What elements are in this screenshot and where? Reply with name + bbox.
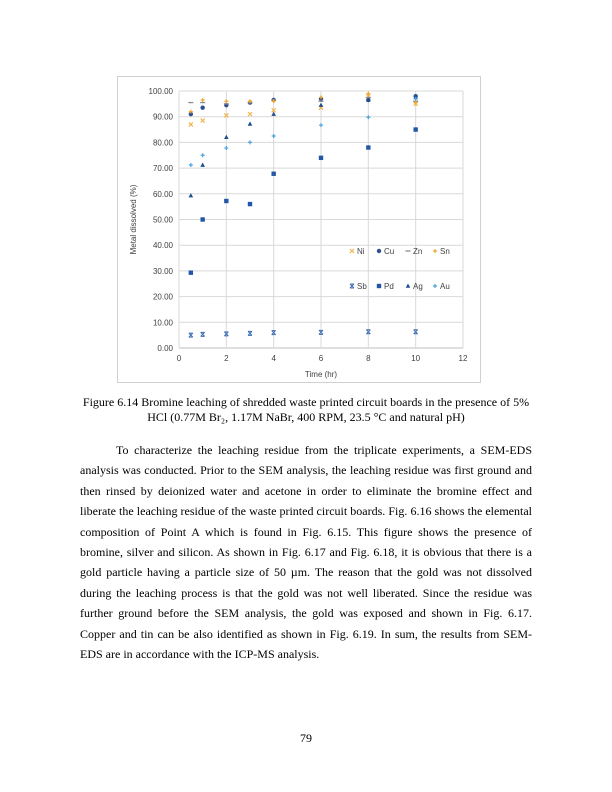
x-tick-label: 10: [411, 354, 421, 363]
data-point-pd: [271, 172, 275, 176]
y-tick-label: 0.00: [157, 344, 173, 353]
data-point-ag: [248, 121, 253, 125]
body-paragraph: To characterize the leaching residue from the triplicate experiments, a SEM-EDS analysis was conducted. Prior to the SEM analysis, the leaching residue was first ground and then rinsed by deionized water and acetone in order to eliminate the bromine effect and liberate the leaching residue of the waste printed circuit boards. Fig. 6.16 shows the elemental composition of Point A which is found in Fig. 6.15. This figure shows the presence of bromine, silver and silicon. As shown in Fig. 6.17 and Fig. 6.18, it is obvious that there is a gold particle having a particle size of 50 µm. The reason that the gold was not dissolved during the leaching process is that the gold was not well liberated. Since the residue was further ground before the SEM analysis, the gold was exposed and shown in Fig. 6.17. Copper and tin can be also identified as shown in Fig. 6.19. In sum, the results from SEM-EDS are in accordance with the ICP-MS analysis.: [80, 443, 532, 662]
data-point-sn: [201, 98, 205, 102]
data-point-ni: [201, 119, 205, 123]
data-point-sn: [224, 99, 228, 103]
legend-label-ni: Ni: [357, 247, 365, 256]
data-point-pd: [319, 156, 323, 160]
legend-marker-ni: [350, 249, 354, 253]
chart: [117, 76, 481, 383]
legend-label-sb: Sb: [357, 282, 367, 291]
data-point-au: [201, 153, 205, 157]
caption-line-1: Figure 6.14 Bromine leaching of shredded waste printed circuit boards in the presence of 5%: [82, 395, 530, 409]
data-point-pd: [189, 270, 193, 274]
data-point-au: [189, 163, 193, 167]
legend-label-au: Au: [440, 282, 450, 291]
data-point-pd: [248, 202, 252, 206]
data-point-sb: [189, 333, 193, 337]
y-tick-label: 90.00: [152, 112, 173, 122]
x-tick-label: 0: [176, 354, 182, 363]
y-tick-label: 10.00: [152, 318, 173, 328]
data-point-pd: [200, 217, 204, 221]
legend-marker-sn: [433, 249, 437, 253]
x-axis-title: Time (hr): [304, 370, 338, 379]
figure-caption: [40, 395, 572, 425]
legend-marker-au: [433, 284, 437, 288]
y-tick-label: 100.00: [148, 87, 173, 96]
data-point-au: [272, 134, 276, 138]
x-tick-label: 12: [458, 354, 468, 363]
data-point-sb: [248, 331, 252, 335]
data-point-pd: [413, 127, 417, 131]
x-tick-label: 4: [271, 354, 276, 363]
data-point-ni: [189, 122, 193, 126]
y-tick-label: 60.00: [152, 189, 173, 199]
x-tick-label: 6: [318, 354, 324, 363]
caption-line-2: HCl (0.77M Br₂, 1.17M NaBr, 400 RPM, 23.5 °C and natural pH): [147, 410, 465, 424]
y-tick-label: 70.00: [152, 164, 173, 174]
y-tick-label: 50.00: [152, 215, 173, 225]
y-tick-label: 80.00: [152, 138, 173, 148]
legend-marker-ag: [406, 284, 411, 288]
x-tick-label: 8: [366, 354, 371, 363]
data-point-sb: [201, 332, 205, 336]
data-point-cu: [200, 106, 204, 110]
data-point-ag: [224, 135, 229, 139]
y-tick-label: 40.00: [152, 241, 173, 251]
data-point-pd: [366, 145, 370, 149]
legend-marker-cu: [377, 249, 381, 253]
data-point-ag: [200, 163, 205, 167]
legend-label-cu: Cu: [384, 247, 395, 256]
data-point-au: [319, 123, 323, 127]
y-axis-title: Metal dissolved (%): [129, 184, 138, 255]
legend-label-ag: Ag: [413, 282, 423, 291]
x-tick-label: 2: [224, 354, 229, 363]
data-point-pd: [224, 199, 228, 203]
data-point-au: [248, 140, 252, 144]
legend-label-pd: Pd: [384, 282, 394, 291]
y-tick-label: 20.00: [152, 292, 173, 302]
chart-svg: [118, 77, 482, 384]
page-number: 79: [300, 731, 312, 745]
legend-marker-pd: [377, 284, 381, 288]
data-point-au: [224, 146, 228, 150]
legend-label-zn: Zn: [413, 247, 423, 256]
y-tick-label: 30.00: [152, 266, 173, 276]
data-point-ag: [319, 103, 324, 107]
data-point-ni: [248, 112, 252, 116]
legend-marker-sb: [350, 284, 354, 288]
legend-label-sn: Sn: [440, 247, 450, 256]
data-point-au: [366, 115, 370, 119]
